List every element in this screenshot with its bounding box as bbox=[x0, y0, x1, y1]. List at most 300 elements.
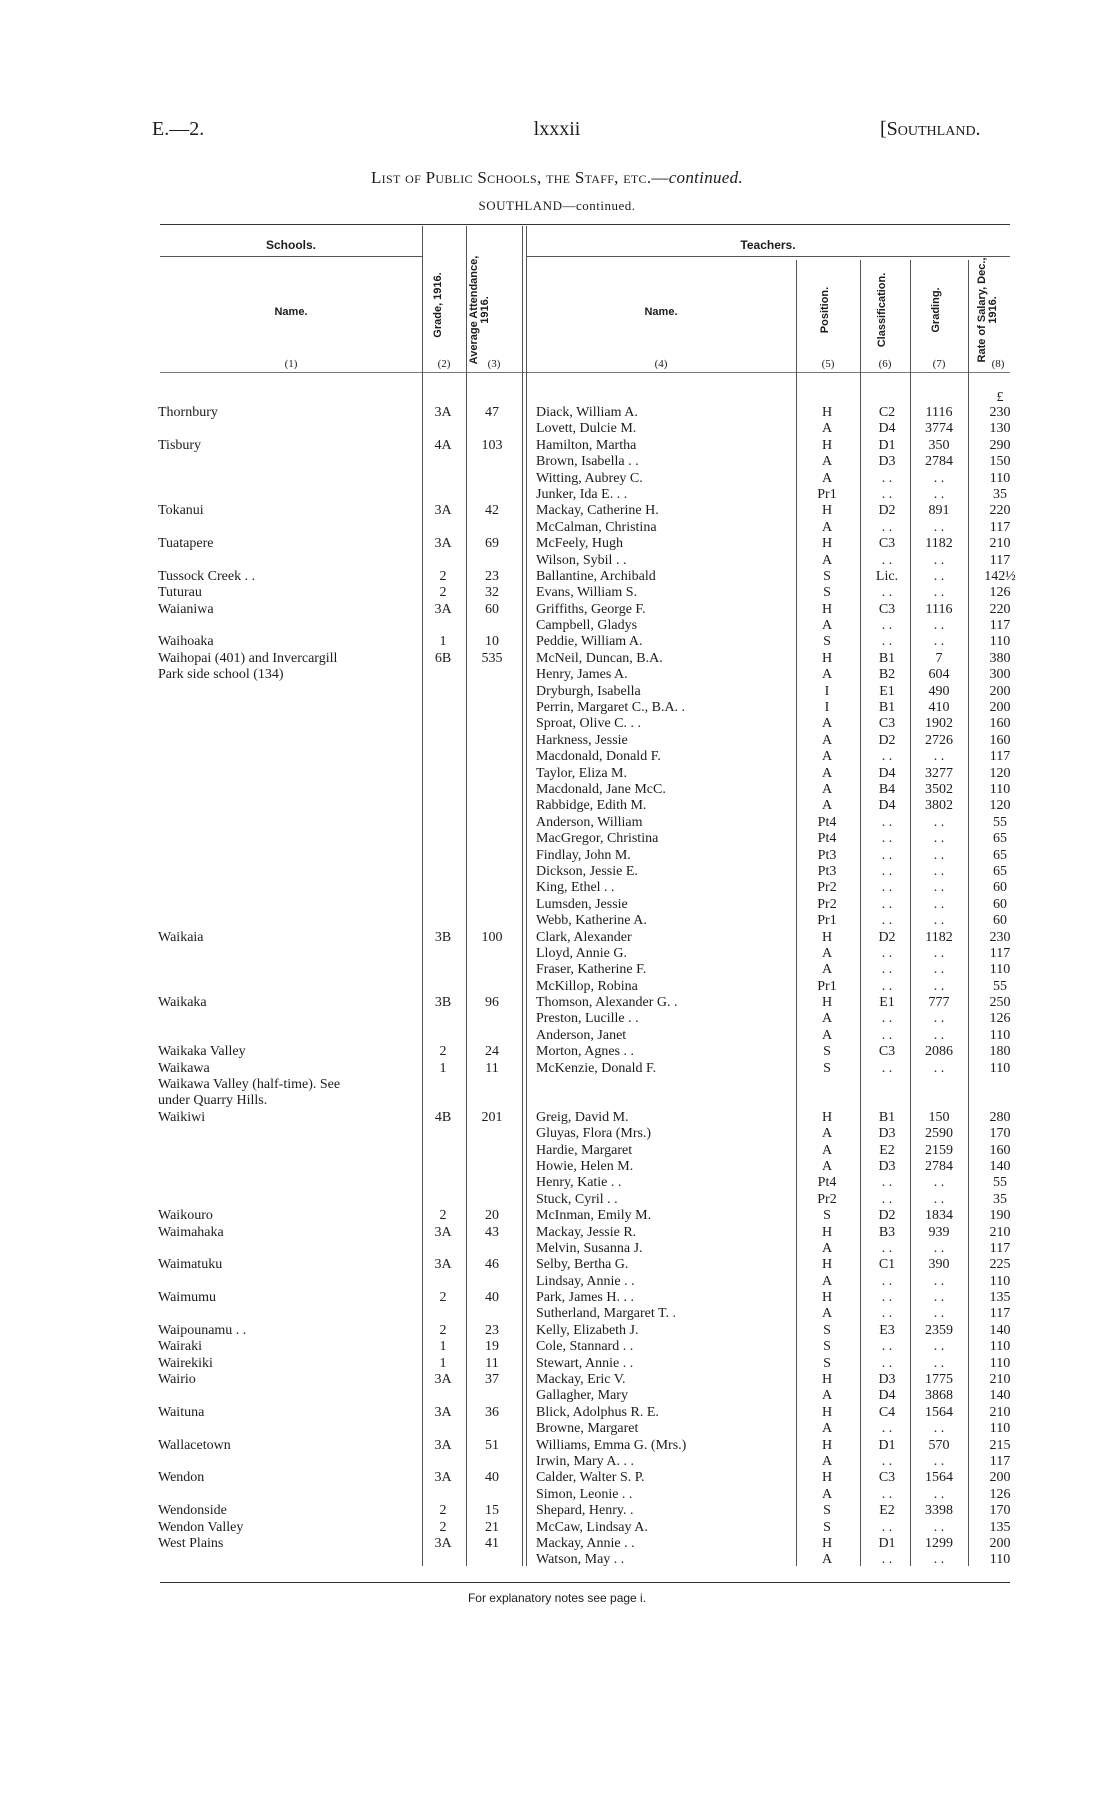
salary-cell: 126 bbox=[989, 1011, 1011, 1027]
attendance-cell: 43 bbox=[485, 1224, 499, 1240]
currency-symbol: £ bbox=[996, 390, 1004, 405]
attendance-cell: 19 bbox=[485, 1339, 499, 1355]
table-row bbox=[0, 1175, 1114, 1191]
salary-cell: 110 bbox=[989, 1355, 1011, 1371]
grading-cell: . . bbox=[933, 1339, 945, 1355]
classification-cell: . . bbox=[881, 1273, 893, 1289]
salary-cell: 110 bbox=[989, 1552, 1011, 1568]
position-cell: Pr2 bbox=[817, 896, 837, 912]
teacher-name-cell: Hardie, Margaret bbox=[536, 1142, 633, 1158]
position-cell: S bbox=[823, 1503, 831, 1519]
grading-cell: 3774 bbox=[925, 421, 953, 437]
table-row bbox=[0, 1061, 1114, 1077]
classification-cell: D3 bbox=[878, 1126, 896, 1142]
grading-cell: 1299 bbox=[925, 1535, 953, 1551]
classification-cell: C2 bbox=[878, 405, 896, 420]
attendance-cell: 69 bbox=[485, 536, 499, 552]
table-row bbox=[0, 651, 1114, 667]
grade-cell: 3A bbox=[434, 1437, 452, 1453]
table-row bbox=[0, 733, 1114, 749]
position-cell: A bbox=[821, 1306, 833, 1322]
classification-cell: . . bbox=[881, 1519, 893, 1535]
attendance-cell: 41 bbox=[485, 1535, 499, 1551]
salary-cell: 250 bbox=[989, 995, 1011, 1011]
teacher-name-cell: Evans, William S. bbox=[536, 585, 638, 601]
grading-cell: 1775 bbox=[925, 1372, 953, 1388]
attendance-cell: 201 bbox=[481, 1109, 503, 1125]
position-cell: A bbox=[821, 732, 833, 748]
table-row bbox=[0, 1487, 1114, 1503]
attendance-cell: 37 bbox=[485, 1372, 499, 1388]
grading-cell: 604 bbox=[928, 667, 950, 683]
attendance-cell: 11 bbox=[485, 1060, 499, 1076]
position-cell: S bbox=[823, 568, 831, 584]
grade-cell: 6B bbox=[434, 650, 452, 666]
position-cell: A bbox=[821, 1011, 833, 1027]
table-row bbox=[0, 1552, 1114, 1568]
salary-cell: 60 bbox=[993, 896, 1007, 912]
school-name-cell: Tokanui bbox=[158, 503, 204, 519]
attendance-cell: 10 bbox=[485, 634, 499, 650]
table-row bbox=[0, 618, 1114, 634]
salary-cell: 110 bbox=[989, 1421, 1011, 1437]
grading-cell: 2590 bbox=[925, 1126, 953, 1142]
position-cell: A bbox=[821, 1421, 833, 1437]
table-title bbox=[0, 168, 1114, 188]
teacher-name-cell: Howie, Helen M. bbox=[536, 1158, 634, 1174]
classification-cell: D1 bbox=[878, 437, 896, 453]
table-row bbox=[0, 995, 1114, 1011]
grading-cell: . . bbox=[933, 1486, 945, 1502]
col-header-salary: Rate of Salary, Dec., 1916. bbox=[976, 257, 999, 363]
grade-cell: 2 bbox=[439, 1208, 447, 1224]
table-row bbox=[0, 1503, 1114, 1519]
table-row bbox=[0, 897, 1114, 913]
teacher-name-cell: Sproat, Olive C. . . bbox=[536, 716, 641, 732]
grading-cell: 350 bbox=[928, 437, 950, 453]
table-row bbox=[0, 536, 1114, 552]
position-cell: H bbox=[821, 1535, 833, 1551]
header-bottom-rule bbox=[160, 372, 1010, 373]
teacher-name-cell: Park, James H. . . bbox=[536, 1290, 634, 1306]
classification-cell: E2 bbox=[879, 1142, 895, 1158]
table-row bbox=[0, 585, 1114, 601]
grading-cell: . . bbox=[933, 470, 945, 486]
salary-cell: 210 bbox=[989, 1404, 1011, 1420]
attendance-cell: 23 bbox=[485, 568, 499, 584]
table-row bbox=[0, 979, 1114, 995]
salary-cell: 35 bbox=[993, 1191, 1007, 1207]
grading-cell: . . bbox=[933, 1306, 945, 1322]
teacher-name-cell: King, Ethel . . bbox=[536, 880, 615, 896]
column-number: (3) bbox=[487, 358, 501, 370]
salary-cell: 110 bbox=[989, 962, 1011, 978]
teacher-name-cell: Simon, Leonie . . bbox=[536, 1486, 633, 1502]
table-row bbox=[0, 831, 1114, 847]
grading-cell: . . bbox=[933, 1290, 945, 1306]
table-row bbox=[0, 634, 1114, 650]
grade-cell: 3A bbox=[434, 503, 452, 519]
position-cell: A bbox=[821, 1240, 833, 1256]
grading-cell: 390 bbox=[928, 1257, 950, 1273]
position-cell: A bbox=[821, 454, 833, 470]
grading-cell: 1182 bbox=[925, 536, 953, 552]
attendance-cell: 20 bbox=[485, 1208, 499, 1224]
salary-cell: 55 bbox=[993, 814, 1007, 830]
col-header-teacher-name: Name. bbox=[644, 306, 678, 318]
position-cell: H bbox=[821, 437, 833, 453]
table-row bbox=[0, 880, 1114, 896]
position-cell: S bbox=[823, 634, 831, 650]
salary-cell: 117 bbox=[989, 1240, 1011, 1256]
classification-cell: . . bbox=[881, 1306, 893, 1322]
table-row bbox=[0, 602, 1114, 618]
teacher-name-cell: Wilson, Sybil . . bbox=[536, 552, 627, 568]
salary-cell: 55 bbox=[993, 1175, 1007, 1191]
teacher-name-cell: Blick, Adolphus R. E. bbox=[536, 1404, 659, 1420]
grade-cell: 2 bbox=[439, 1503, 447, 1519]
table-row bbox=[0, 1470, 1114, 1486]
salary-cell: 160 bbox=[989, 716, 1011, 732]
teacher-name-cell: Hamilton, Martha bbox=[536, 437, 637, 453]
column-number: (2) bbox=[437, 358, 451, 370]
school-name-cell: Tuatapere bbox=[158, 536, 214, 552]
teacher-name-cell: Selby, Bertha G. bbox=[536, 1257, 629, 1273]
school-name-cell: Wallacetown bbox=[158, 1437, 231, 1453]
teacher-name-cell: Greig, David M. bbox=[536, 1109, 629, 1125]
classification-cell: . . bbox=[881, 634, 893, 650]
grade-cell: 2 bbox=[439, 1290, 447, 1306]
classification-cell: Lic. bbox=[875, 568, 899, 584]
school-name-cell: Tussock Creek . . bbox=[158, 568, 256, 584]
salary-cell: 170 bbox=[989, 1503, 1011, 1519]
teacher-name-cell: McCaw, Lindsay A. bbox=[536, 1519, 648, 1535]
position-cell: A bbox=[821, 962, 833, 978]
teacher-name-cell: Anderson, Janet bbox=[536, 1027, 627, 1043]
position-cell: H bbox=[821, 1224, 833, 1240]
school-name-cell: Waimahaka bbox=[158, 1224, 224, 1240]
position-cell: A bbox=[821, 945, 833, 961]
grading-cell: . . bbox=[933, 1027, 945, 1043]
classification-cell: . . bbox=[881, 1011, 893, 1027]
teacher-name-cell: Harkness, Jessie bbox=[536, 732, 628, 748]
salary-cell: 130 bbox=[989, 421, 1011, 437]
column-number: (5) bbox=[821, 358, 835, 370]
teacher-name-cell: Sutherland, Margaret T. . bbox=[536, 1306, 676, 1322]
salary-cell: 300 bbox=[989, 667, 1011, 683]
attendance-cell: 42 bbox=[485, 503, 499, 519]
grade-cell: 3B bbox=[434, 929, 452, 945]
position-cell: H bbox=[821, 1109, 833, 1125]
table-row bbox=[0, 864, 1114, 880]
group-rule bbox=[160, 256, 422, 257]
teacher-name-cell: Lumsden, Jessie bbox=[536, 896, 628, 912]
table-row bbox=[0, 1044, 1114, 1060]
salary-cell: 230 bbox=[989, 929, 1011, 945]
position-cell: A bbox=[821, 1388, 833, 1404]
attendance-cell: 103 bbox=[481, 437, 503, 453]
grading-cell: 570 bbox=[928, 1437, 950, 1453]
classification-cell: D4 bbox=[878, 798, 896, 814]
salary-cell: 140 bbox=[989, 1388, 1011, 1404]
position-cell: S bbox=[823, 1519, 831, 1535]
grade-cell: 2 bbox=[439, 568, 447, 584]
grading-cell: 2784 bbox=[925, 1158, 953, 1174]
col-header-attendance: Average Attendance, 1916. bbox=[468, 255, 491, 365]
column-number: (1) bbox=[284, 358, 298, 370]
classification-cell: C1 bbox=[878, 1257, 896, 1273]
salary-cell: 180 bbox=[989, 1044, 1011, 1060]
table-row bbox=[0, 1356, 1114, 1372]
classification-cell: B3 bbox=[878, 1224, 896, 1240]
classification-cell: B1 bbox=[878, 700, 896, 716]
classification-cell: . . bbox=[881, 847, 893, 863]
teacher-name-cell: Taylor, Eliza M. bbox=[536, 765, 627, 781]
table-row bbox=[0, 1192, 1114, 1208]
salary-cell: 210 bbox=[989, 536, 1011, 552]
table-row bbox=[0, 1028, 1114, 1044]
table-row bbox=[0, 1421, 1114, 1437]
grading-cell: . . bbox=[933, 1519, 945, 1535]
school-name-cell: Wendonside bbox=[158, 1503, 227, 1519]
teacher-name-cell: Campbell, Gladys bbox=[536, 618, 638, 634]
school-name-cell: Wairio bbox=[158, 1372, 196, 1388]
salary-cell: 135 bbox=[989, 1290, 1011, 1306]
salary-cell: 117 bbox=[989, 519, 1011, 535]
teacher-name-cell: Stuck, Cyril . . bbox=[536, 1191, 618, 1207]
classification-cell: . . bbox=[881, 863, 893, 879]
position-cell: A bbox=[821, 618, 833, 634]
table-row bbox=[0, 716, 1114, 732]
school-name-cell: Waikawa Valley (half-time). See bbox=[158, 1077, 341, 1093]
grading-cell: 1564 bbox=[925, 1404, 953, 1420]
col-header-grade: Grade, 1916. bbox=[432, 272, 444, 338]
classification-cell: B1 bbox=[878, 1109, 896, 1125]
teacher-name-cell: Dryburgh, Isabella bbox=[536, 683, 641, 699]
teacher-name-cell: Webb, Katherine A. bbox=[536, 913, 647, 929]
salary-cell: 170 bbox=[989, 1126, 1011, 1142]
table-row bbox=[0, 798, 1114, 814]
position-cell: Pt4 bbox=[817, 814, 837, 830]
classification-cell: . . bbox=[881, 1454, 893, 1469]
grading-cell: 3802 bbox=[925, 798, 953, 814]
position-cell: H bbox=[821, 1290, 833, 1306]
teacher-name-cell: Peddie, William A. bbox=[536, 634, 643, 650]
table-row bbox=[0, 1339, 1114, 1355]
grading-cell: . . bbox=[933, 962, 945, 978]
salary-cell: 200 bbox=[989, 700, 1011, 716]
position-cell: H bbox=[821, 405, 833, 420]
attendance-cell: 46 bbox=[485, 1257, 499, 1273]
salary-cell: 117 bbox=[989, 945, 1011, 961]
classification-cell: B4 bbox=[878, 781, 896, 797]
teacher-name-cell: Stewart, Annie . . bbox=[536, 1355, 634, 1371]
attendance-cell: 40 bbox=[485, 1290, 499, 1306]
classification-cell: D2 bbox=[878, 732, 896, 748]
grading-cell: . . bbox=[933, 1552, 945, 1568]
attendance-cell: 535 bbox=[481, 650, 503, 666]
grading-cell: 777 bbox=[928, 995, 950, 1011]
table-row bbox=[0, 749, 1114, 765]
position-cell: H bbox=[821, 650, 833, 666]
position-cell: H bbox=[821, 1437, 833, 1453]
grade-cell: 3A bbox=[434, 1372, 452, 1388]
classification-cell: . . bbox=[881, 831, 893, 847]
grading-cell: . . bbox=[933, 749, 945, 765]
grading-cell: . . bbox=[933, 1240, 945, 1256]
salary-cell: 135 bbox=[989, 1519, 1011, 1535]
position-cell: A bbox=[821, 1552, 833, 1568]
table-row bbox=[0, 438, 1114, 454]
salary-cell: 35 bbox=[993, 486, 1007, 502]
teacher-name-cell: Gluyas, Flora (Mrs.) bbox=[536, 1126, 652, 1142]
grading-cell: 1564 bbox=[925, 1470, 953, 1486]
position-cell: S bbox=[823, 1060, 831, 1076]
teacher-name-cell: Melvin, Susanna J. bbox=[536, 1240, 643, 1256]
teacher-name-cell: Henry, Katie . . bbox=[536, 1175, 622, 1191]
school-name-cell: Waipounamu . . bbox=[158, 1322, 247, 1338]
teacher-name-cell: Morton, Agnes . . bbox=[536, 1044, 634, 1060]
school-name-cell: Tisbury bbox=[158, 437, 202, 453]
grading-cell: . . bbox=[933, 1175, 945, 1191]
grading-cell: . . bbox=[933, 814, 945, 830]
table-row bbox=[0, 962, 1114, 978]
table-row bbox=[0, 1388, 1114, 1404]
position-cell: S bbox=[823, 1044, 831, 1060]
table-row bbox=[0, 1274, 1114, 1290]
school-name-cell: Wairaki bbox=[158, 1339, 202, 1355]
attendance-cell: 60 bbox=[485, 601, 499, 617]
position-cell: I bbox=[824, 683, 830, 699]
grade-cell: 2 bbox=[439, 1322, 447, 1338]
position-cell: A bbox=[821, 1158, 833, 1174]
classification-cell: . . bbox=[881, 1175, 893, 1191]
table-row bbox=[0, 1454, 1114, 1470]
grade-cell: 3B bbox=[434, 995, 452, 1011]
salary-cell: 110 bbox=[989, 634, 1011, 650]
position-cell: A bbox=[821, 798, 833, 814]
table-row bbox=[0, 1093, 1114, 1109]
teacher-name-cell: Witting, Aubrey C. bbox=[536, 470, 643, 486]
classification-cell: D2 bbox=[878, 503, 896, 519]
grade-cell: 1 bbox=[439, 1339, 447, 1355]
teacher-name-cell: Ballantine, Archibald bbox=[536, 568, 656, 584]
grading-cell: . . bbox=[933, 913, 945, 929]
page-number: lxxxii bbox=[533, 118, 581, 140]
teacher-name-cell: Griffiths, George F. bbox=[536, 601, 646, 617]
position-cell: A bbox=[821, 765, 833, 781]
col-header-school-name: Name. bbox=[274, 306, 308, 318]
table-row bbox=[0, 1077, 1114, 1093]
salary-cell: 200 bbox=[989, 1535, 1011, 1551]
grading-cell: . . bbox=[933, 1355, 945, 1371]
classification-cell: C3 bbox=[878, 536, 896, 552]
classification-cell: . . bbox=[881, 585, 893, 601]
school-name-cell: Thornbury bbox=[158, 405, 218, 420]
table-row bbox=[0, 782, 1114, 798]
salary-cell: 110 bbox=[989, 1273, 1011, 1289]
table-row bbox=[0, 1257, 1114, 1273]
position-cell: A bbox=[821, 1027, 833, 1043]
school-name-cell: Waikaia bbox=[158, 929, 204, 945]
table-row bbox=[0, 667, 1114, 683]
position-cell: A bbox=[821, 1486, 833, 1502]
grading-cell: 2784 bbox=[925, 454, 953, 470]
classification-cell: . . bbox=[881, 814, 893, 830]
school-name-cell: West Plains bbox=[158, 1535, 224, 1551]
table-top-rule bbox=[160, 224, 1010, 225]
grading-cell: 7 bbox=[935, 650, 943, 666]
school-name-cell: Wendon Valley bbox=[158, 1519, 244, 1535]
table-row bbox=[0, 848, 1114, 864]
grading-cell: 410 bbox=[928, 700, 950, 716]
grading-cell: 1834 bbox=[925, 1208, 953, 1224]
salary-cell: 220 bbox=[989, 601, 1011, 617]
teacher-name-cell: Mackay, Annie . . bbox=[536, 1535, 635, 1551]
position-cell: S bbox=[823, 1322, 831, 1338]
column-number: (4) bbox=[654, 358, 668, 370]
teacher-name-cell: Browne, Margaret bbox=[536, 1421, 639, 1437]
table-bottom-rule bbox=[160, 1582, 1010, 1583]
grading-cell: . . bbox=[933, 978, 945, 994]
table-title-main: List of Public Schools, the Staff, etc.— bbox=[370, 168, 669, 187]
attendance-cell: 47 bbox=[485, 405, 499, 420]
column-number: (7) bbox=[932, 358, 946, 370]
salary-cell: 225 bbox=[989, 1257, 1011, 1273]
grading-cell: . . bbox=[933, 585, 945, 601]
school-name-cell: Waianiwa bbox=[158, 601, 214, 617]
salary-cell: 110 bbox=[989, 781, 1011, 797]
page-region: [Southland. bbox=[880, 118, 981, 140]
teacher-name-cell: McKillop, Robina bbox=[536, 978, 638, 994]
position-cell: H bbox=[821, 929, 833, 945]
salary-cell: 380 bbox=[989, 650, 1011, 666]
classification-cell: . . bbox=[881, 1552, 893, 1568]
grade-cell: 4A bbox=[434, 437, 452, 453]
classification-cell: D1 bbox=[878, 1437, 896, 1453]
position-cell: Pr1 bbox=[817, 913, 837, 929]
table-row bbox=[0, 1306, 1114, 1322]
teacher-name-cell: Kelly, Elizabeth J. bbox=[536, 1322, 639, 1338]
salary-cell: 117 bbox=[989, 749, 1011, 765]
table-row bbox=[0, 913, 1114, 929]
classification-cell: . . bbox=[881, 1027, 893, 1043]
position-cell: A bbox=[821, 470, 833, 486]
teacher-name-cell: Williams, Emma G. (Mrs.) bbox=[536, 1437, 687, 1453]
grade-cell: 4B bbox=[434, 1109, 452, 1125]
position-cell: A bbox=[821, 781, 833, 797]
classification-cell: E1 bbox=[879, 683, 895, 699]
position-cell: A bbox=[821, 519, 833, 535]
teacher-name-cell: Calder, Walter S. P. bbox=[536, 1470, 645, 1486]
grading-cell: . . bbox=[933, 880, 945, 896]
table-row bbox=[0, 1405, 1114, 1421]
teacher-name-cell: Lloyd, Annie G. bbox=[536, 945, 627, 961]
classification-cell: . . bbox=[881, 1060, 893, 1076]
position-cell: A bbox=[821, 716, 833, 732]
attendance-cell: 51 bbox=[485, 1437, 499, 1453]
school-name-cell: Wendon bbox=[158, 1470, 205, 1486]
grading-cell: . . bbox=[933, 1011, 945, 1027]
table-row bbox=[0, 569, 1114, 585]
salary-cell: 65 bbox=[993, 847, 1007, 863]
position-cell: H bbox=[821, 601, 833, 617]
grading-cell: . . bbox=[933, 1454, 945, 1469]
school-name-cell: Waihoaka bbox=[158, 634, 214, 650]
teacher-name-cell: Junker, Ida E. . . bbox=[536, 486, 628, 502]
table-row bbox=[0, 405, 1114, 421]
position-cell: Pr1 bbox=[817, 486, 837, 502]
